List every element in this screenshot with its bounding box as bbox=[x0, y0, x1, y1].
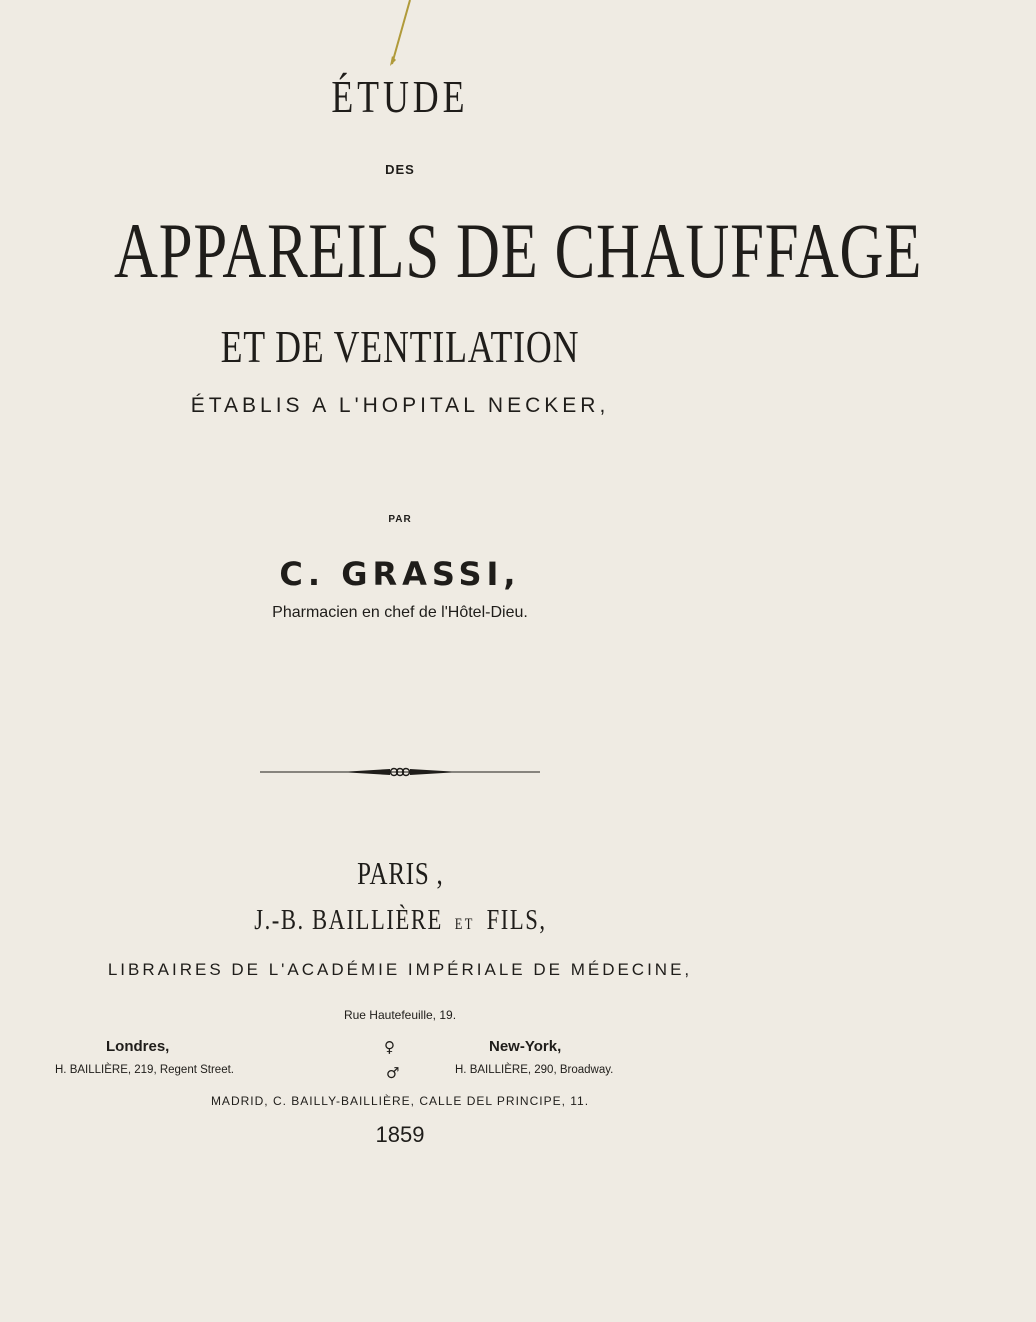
publisher-line bbox=[0, 904, 800, 937]
author-name: C. GRASSI, bbox=[279, 555, 521, 593]
rue-address: Rue Hautefeuille, 19. bbox=[343, 1008, 457, 1022]
publisher-name: J.-B. BAILLIÈRE bbox=[253, 904, 443, 936]
imprint-city: PARIS , bbox=[356, 855, 444, 891]
publisher-et: ET bbox=[454, 916, 475, 933]
etude-heading: ÉTUDE bbox=[331, 71, 469, 122]
newyork-city: New-York, bbox=[489, 1038, 562, 1055]
ornamental-divider bbox=[260, 765, 540, 779]
des-word: DES bbox=[385, 162, 415, 177]
ornament-bottom-icon: ♂ bbox=[386, 1064, 400, 1082]
hospital-line: ÉTABLIS A L'HOPITAL NECKER, bbox=[190, 394, 610, 417]
par-word: PAR bbox=[388, 514, 412, 525]
libraires-line: LIBRAIRES DE L'ACADÉMIE IMPÉRIALE DE MÉDECINE, bbox=[107, 960, 693, 979]
publisher-fils: FILS, bbox=[486, 904, 547, 936]
publication-year: 1859 bbox=[375, 1122, 425, 1147]
main-title: APPAREILS DE CHAUFFAGE bbox=[113, 207, 923, 294]
london-city: Londres, bbox=[106, 1038, 170, 1055]
london-address: H. BAILLIÈRE, 219, Regent Street. bbox=[55, 1064, 234, 1076]
madrid-line: MADRID, C. BAILLY-BAILLIÈRE, CALLE DEL PRINCIPE, 11. bbox=[210, 1094, 590, 1108]
newyork-address: H. BAILLIÈRE, 290, Broadway. bbox=[455, 1064, 614, 1076]
subtitle: ET DE VENTILATION bbox=[220, 321, 580, 372]
author-title: Pharmacien en chef de l'Hôtel-Dieu. bbox=[272, 604, 528, 621]
pencil-mark bbox=[380, 0, 420, 70]
ornament-top-icon: ♀ bbox=[384, 1038, 395, 1056]
